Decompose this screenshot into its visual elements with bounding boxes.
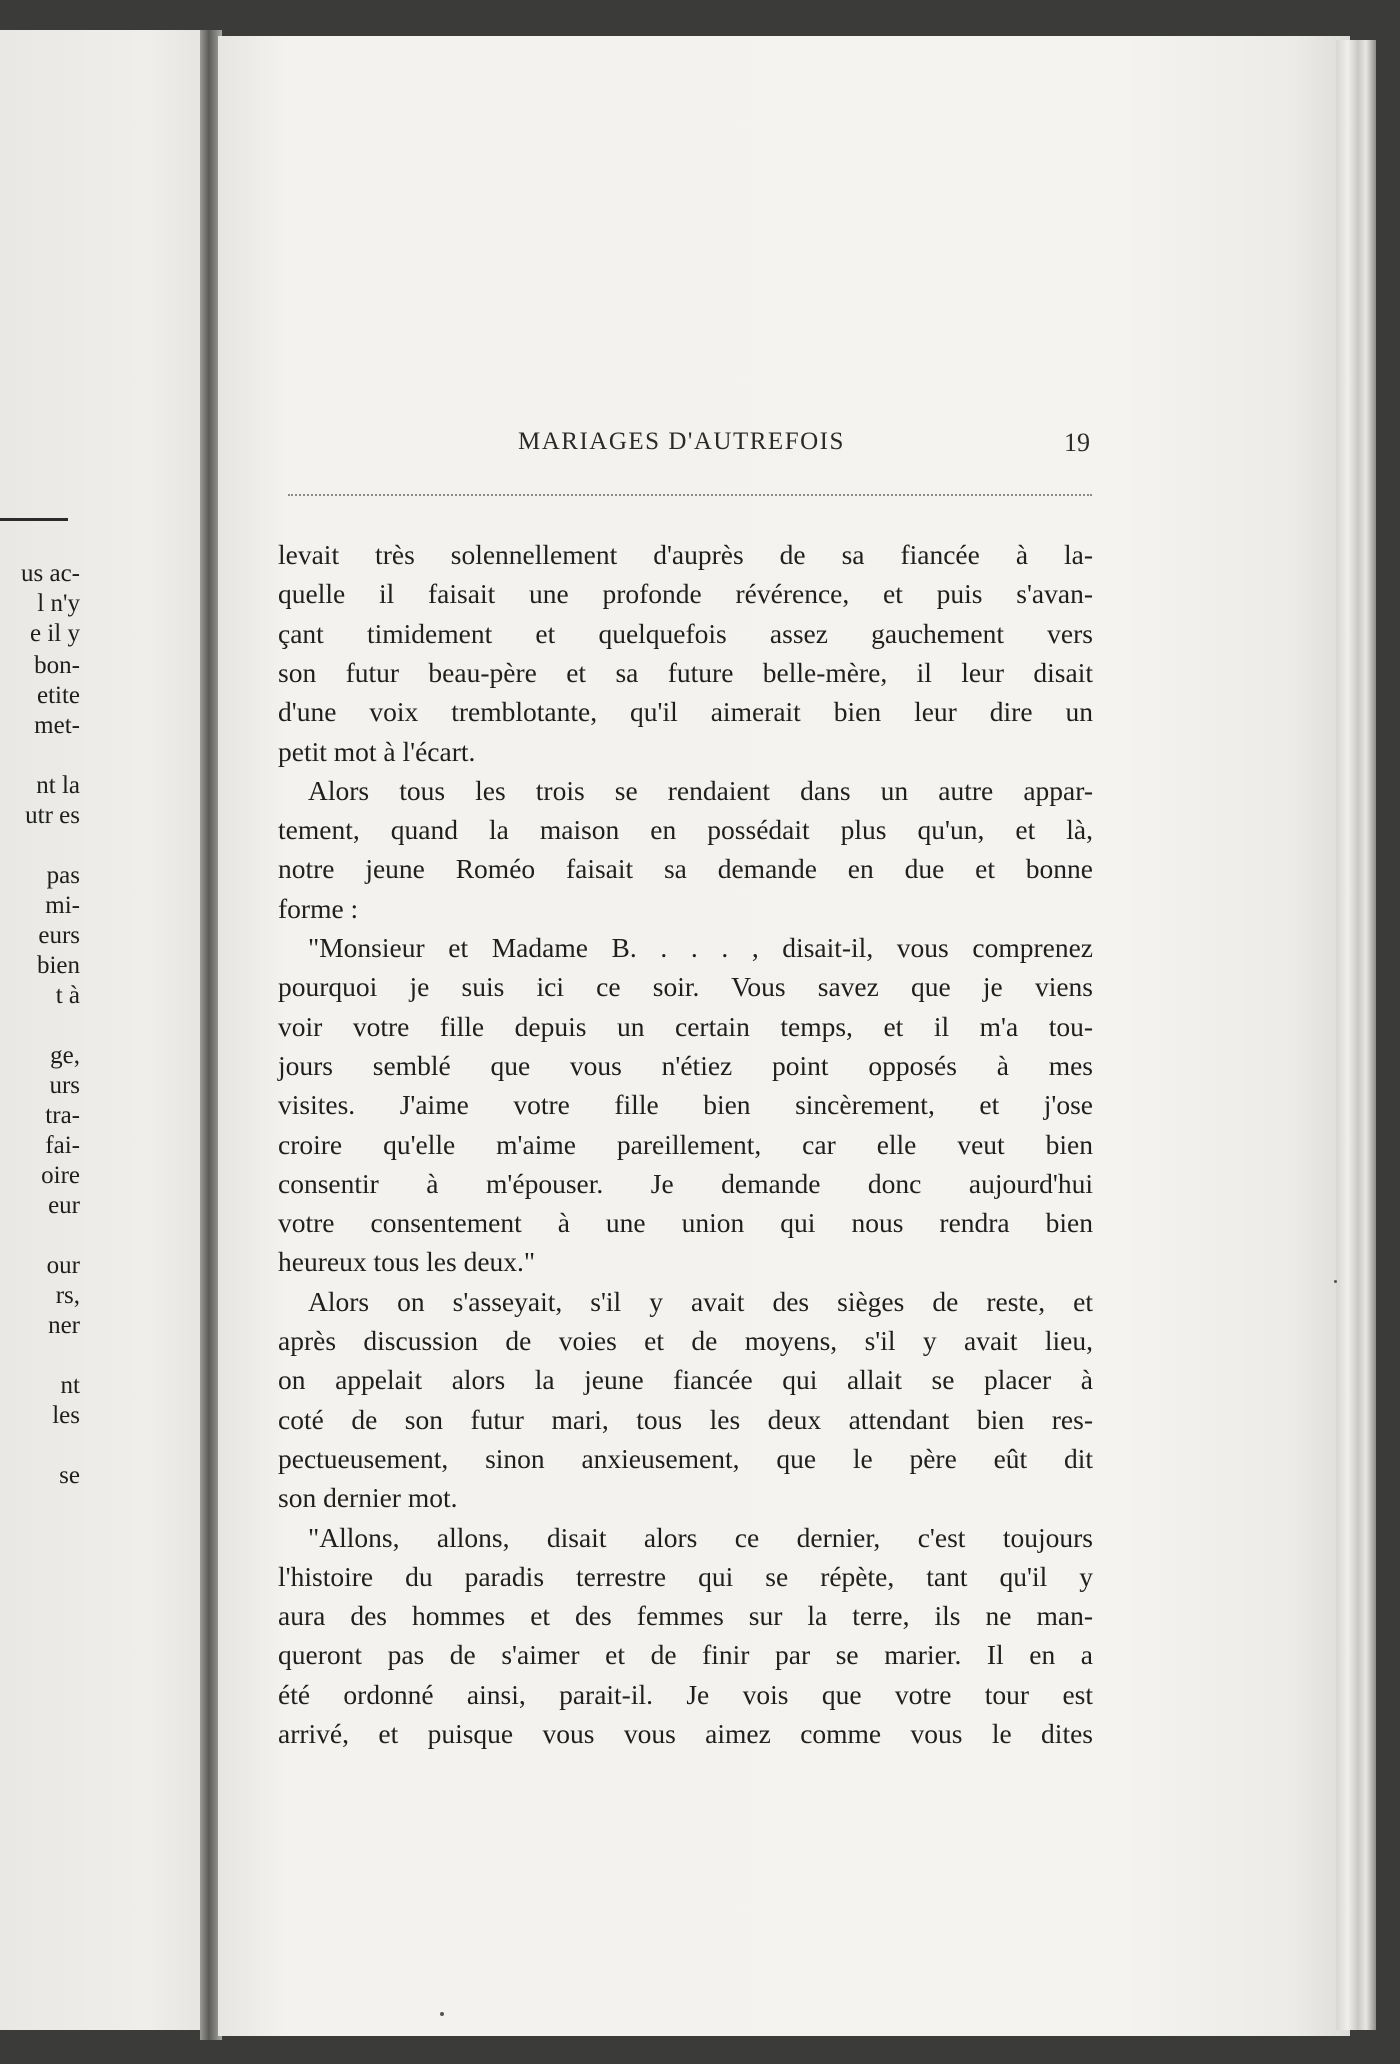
text-line: après discussion de voies et de moyens, s'il y avait lieu, [278, 1325, 1093, 1356]
previous-page-line: nt la [36, 772, 80, 799]
text-line: son dernier mot. [278, 1482, 458, 1514]
previous-page-line: oire [41, 1162, 80, 1189]
text-line: visites. J'aime votre fille bien sincèrement, et j'ose [278, 1089, 1093, 1121]
previous-page-line: se [59, 1462, 80, 1489]
previous-page [0, 30, 212, 2030]
text-line: forme : [278, 892, 359, 924]
text-line: son futur beau-père et sa future belle-mère, il leur disait [278, 656, 1093, 688]
text-line: été ordonné ainsi, parait-il. Je vois que votre tour est [278, 1678, 1093, 1710]
text-line: levait très solennellement d'auprès de sa fiancée à la- [278, 539, 1093, 570]
previous-page-line: l n'y [37, 590, 80, 617]
text-line: coté de son futur mari, tous les deux attendant bien res- [278, 1403, 1093, 1435]
previous-page-line: us ac- [21, 560, 80, 587]
previous-page-rule [0, 518, 68, 521]
previous-page-line: les [52, 1402, 80, 1429]
running-head: MARIAGES D'AUTREFOIS [518, 428, 845, 455]
previous-page-line: eur [48, 1192, 80, 1219]
paper-speck [1334, 1280, 1337, 1283]
previous-page-line: rs, [55, 1282, 80, 1309]
text-line: aura des hommes et des femmes sur la terre, ils ne man- [278, 1600, 1093, 1632]
previous-page-line: ge, [50, 1042, 80, 1069]
previous-page-line: urs [49, 1072, 80, 1099]
text-line: tement, quand la maison en possédait plus qu'un, et là, [278, 814, 1093, 846]
text-line: "Monsieur et Madame B. . . . , disait-il, vous comprenez [308, 932, 1093, 963]
previous-page-line: utr es [25, 802, 80, 829]
text-line: Alors tous les trois se rendaient dans un autre appar- [308, 774, 1093, 806]
header-rule [288, 494, 1092, 496]
text-line: pectueusement, sinon anxieusement, que le père eût dit [278, 1442, 1093, 1474]
paper-speck [440, 2012, 444, 2016]
text-line: arrivé, et puisque vous vous aimez comme vous le dites [278, 1718, 1093, 1749]
previous-page-line: t à [55, 982, 80, 1009]
text-line: quelle il faisait une profonde révérence, et puis s'avan- [278, 578, 1093, 610]
page-edges [1336, 40, 1376, 2030]
text-line: "Allons, allons, disait alors ce dernier, c'est toujours [308, 1521, 1093, 1553]
text-line: voir votre fille depuis un certain temps, et il m'a tou- [278, 1010, 1093, 1042]
text-line: pourquoi je suis ici ce soir. Vous savez que je viens [278, 971, 1093, 1003]
text-line: queront pas de s'aimer et de finir par se marier. Il en a [278, 1639, 1093, 1671]
text-line: votre consentement à une union qui nous rendra bien [278, 1207, 1093, 1239]
previous-page-line: nt [60, 1372, 80, 1399]
text-line: Alors on s'asseyait, s'il y avait des sièges de reste, et [308, 1285, 1093, 1317]
text-line: consentir à m'épouser. Je demande donc aujourd'hui [278, 1167, 1093, 1199]
previous-page-line: fai- [45, 1132, 80, 1159]
previous-page-line: our [46, 1252, 80, 1279]
page-number: 19 [1064, 428, 1090, 457]
text-line: heureux tous les deux." [278, 1246, 536, 1278]
previous-page-line: e il y [30, 620, 80, 647]
previous-page-line: tra- [45, 1102, 80, 1129]
text-line: croire qu'elle m'aime pareillement, car elle veut bien [278, 1128, 1093, 1160]
text-line: on appelait alors la jeune fiancée qui allait se placer à [278, 1364, 1093, 1396]
previous-page-line: mi- [45, 892, 80, 919]
previous-page-line: ner [48, 1312, 80, 1339]
text-line: petit mot à l'écart. [278, 735, 476, 767]
previous-page-line: met- [34, 712, 80, 739]
previous-page-line: bon- [34, 652, 80, 679]
text-line: çant timidement et quelquefois assez gauchement vers [278, 617, 1093, 649]
previous-page-line: eurs [38, 922, 80, 949]
text-line: jours semblé que vous n'étiez point opposés à mes [278, 1049, 1093, 1081]
text-line: notre jeune Roméo faisait sa demande en due et bonne [278, 853, 1093, 885]
text-line: l'histoire du paradis terrestre qui se répète, tant qu'il y [278, 1560, 1093, 1592]
previous-page-line: etite [36, 682, 80, 709]
previous-page-line: pas [46, 862, 80, 889]
text-line: d'une voix tremblotante, qu'il aimerait bien leur dire un [278, 696, 1093, 728]
previous-page-line: bien [36, 952, 80, 979]
